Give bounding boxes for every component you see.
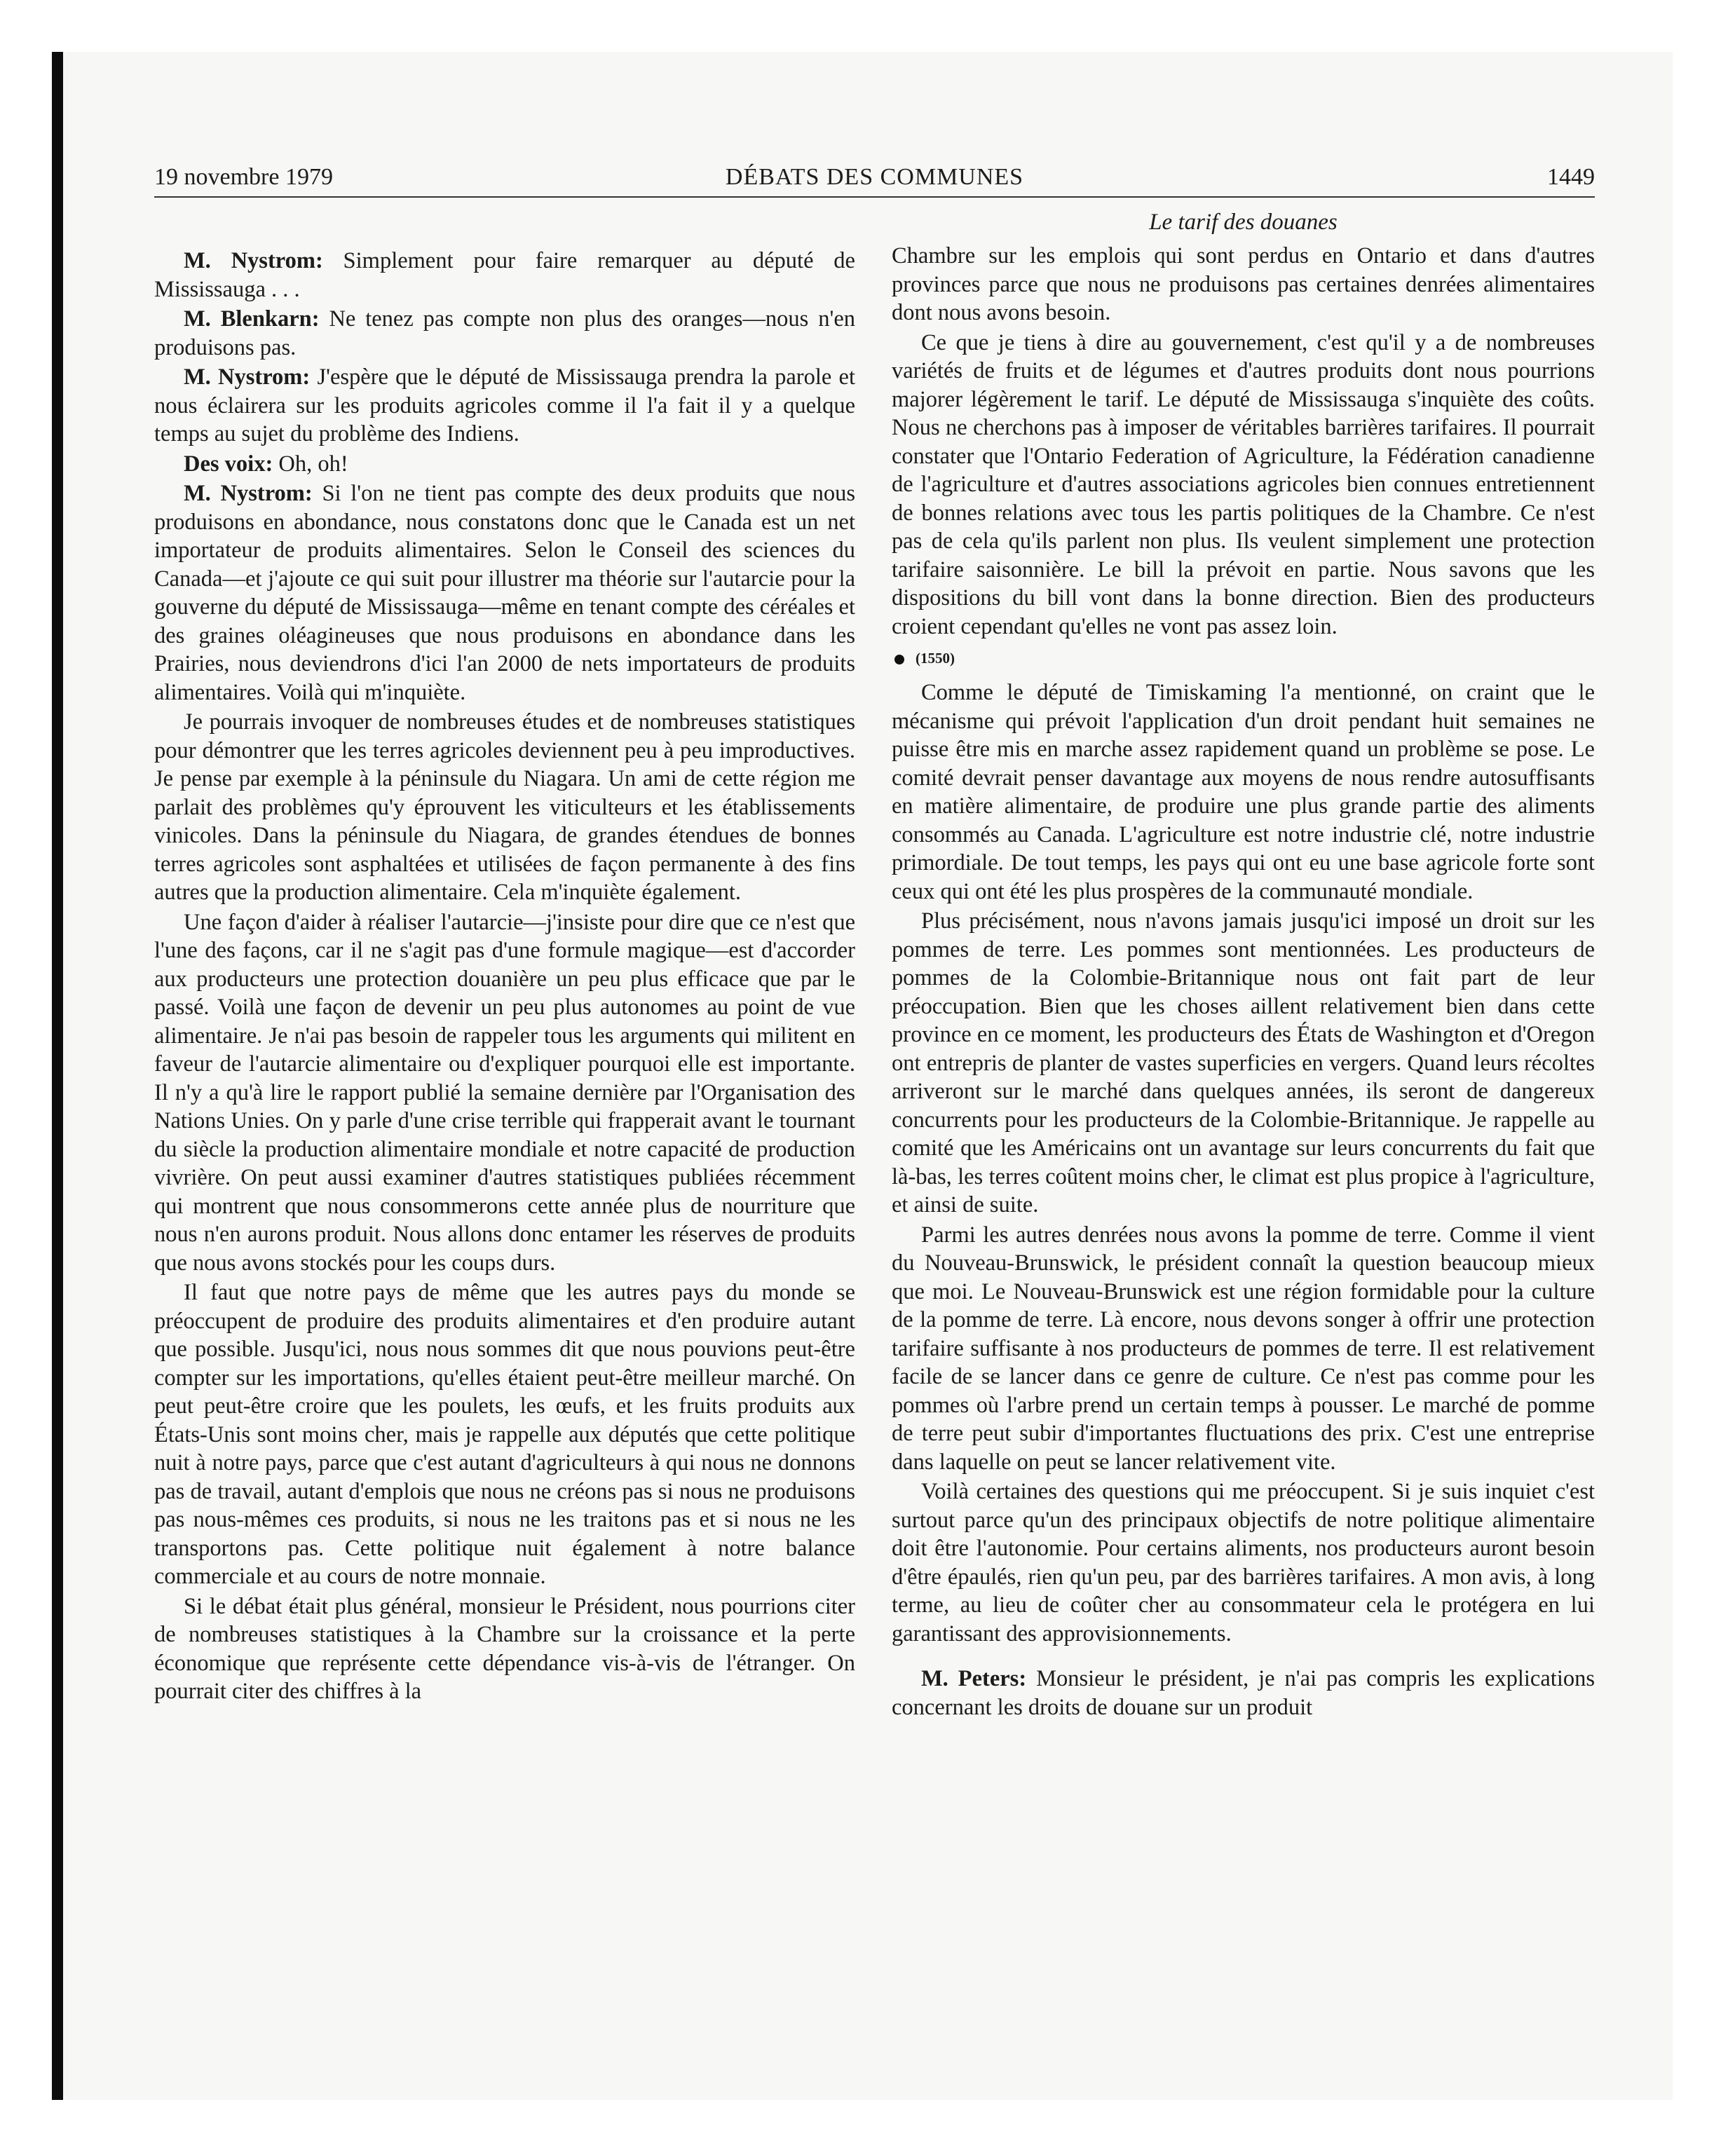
paragraph <box>892 1478 1595 1648</box>
paragraph-text: Monsieur le président, je n'ai pas compris les explications concernant les droits de douane sur un produit <box>892 1666 1595 1720</box>
paragraph <box>154 1592 855 1706</box>
scan-edge-bar <box>52 52 63 2100</box>
time-marker <box>892 648 1595 669</box>
speaker-name: M. Nystrom: <box>184 248 323 273</box>
paragraph-text: Je pourrais invoquer de nombreuses études et de nombreuses statistiques pour démontrer que les terres agricoles deviennent peu à peu improductives. Je pense par exemple à la péninsule du Niagara. Un ami de cette région me parlait des problèmes qu'y éprouvent les viticulteurs et les établissements vinicoles. Dans la péninsule du Niagara, de grandes étendues de bonnes terres agricoles sont asphaltées et utilisées de façon permanente à des fins autres que la production alimentaire. Cela m'inquiète également. <box>154 709 855 905</box>
speaker-name: M. Blenkarn: <box>184 306 320 332</box>
paragraph-text: Si le débat était plus général, monsieur le Président, nous pourrions citer de nombreuses statistiques à la Chambre sur la croissance et la perte économique que représente cette dépendance vis-à-vis de l'étranger. On pourrait citer des chiffres à la <box>154 1593 855 1704</box>
paragraph-text: Ce que je tiens à dire au gouvernement, c'est qu'il y a de nombreuses variétés de fruits et de légumes et d'autres produits dont nous pourrions majorer légèrement le tarif. Le député de Mississauga s'inquiète des coûts. Nous ne cherchons pas à imposer de véritables barrières tarifaires. Il pourrait constater que l'Ontario Federation of Agriculture, la Fédération canadienne de l'agriculture et d'autres associations agricoles bien connues entretiennent de bonnes relations avec tous les partis politiques de la Chambre. Ce n'est pas de cela qu'ils parlent non plus. Ils veulent simplement une protection tarifaire saisonnière. Le bill la prévoit en partie. Nous savons que les dispositions du bill vont dans la bonne direction. Bien des producteurs croient cependant qu'elles ne vont pas assez loin. <box>892 329 1595 639</box>
paragraph <box>892 907 1595 1220</box>
speaker-name: M. Nystrom: <box>184 364 311 390</box>
paragraph-text: Oh, oh! <box>273 451 348 477</box>
speaker-name: M. Nystrom: <box>184 481 313 506</box>
subject-heading: Le tarif des douanes <box>1149 210 1338 235</box>
paragraph <box>154 908 855 1278</box>
speaker-name: Des voix: <box>184 451 273 477</box>
paragraph <box>154 363 855 449</box>
paragraph-text: Si l'on ne tient pas compte des deux produits que nous produisons en abondance, nous constatons donc que le Canada est un net importateur de produits alimentaires. Selon le Conseil des sciences du Canada—et j'ajoute ce qui suit pour illustrer ma théorie sur l'autarcie pour la gouverne du député de Mississauga—même en tenant compte des céréales et des graines oléagineuses que nous produisons en abondance dans les Prairies, nous deviendrons d'ici l'an 2000 de nets importateurs de produits alimentaires. Voilà qui m'inquiète. <box>154 481 856 705</box>
paragraph <box>154 450 855 479</box>
paragraph <box>892 678 1595 906</box>
paragraph <box>154 1278 855 1591</box>
paragraph-text: Comme le député de Timiskaming l'a mentionné, on craint que le mécanisme qui prévoit l'application d'un droit pendant huit semaines ne puisse être mis en marche assez rapidement quand un problème se pose. Le comité devrait penser davantage aux moyens de nous rendre autosuffisants en matière alimentaire, de produire une plus grande partie des aliments consommés au Canada. L'agriculture est notre industrie clé, notre industrie primordiale. De tout temps, les pays qui ont eu une base agricole forte sont ceux qui ont été les plus prospères de la communauté mondiale. <box>892 680 1595 904</box>
time-marker-label: (1550) <box>916 650 955 667</box>
paragraph <box>154 305 855 362</box>
right-column <box>892 207 1595 1723</box>
speaker-name: M. Peters: <box>921 1666 1027 1691</box>
paragraph <box>892 242 1595 327</box>
paragraph-text: J'espère que le député de Mississauga prendra la parole et nous éclairera sur les produits agricoles comme il l'a fait il y a quelque temps au sujet du problème des Indiens. <box>154 364 855 446</box>
paragraph-text: Voilà certaines des questions qui me préoccupent. Si je suis inquiet c'est surtout parce qu'un des principaux objectifs de notre politique alimentaire doit être l'autonomie. Pour certains aliments, nos producteurs auront besoin d'être épaulés, rien qu'un peu, par des barrières tarifaires. A mon avis, à long terme, au lieu de coûter cher au consommateur cela le protégera en lui garantissant des approvisionnements. <box>892 1479 1595 1646</box>
header-page-number: 1449 <box>1547 164 1595 190</box>
paragraph-text: Chambre sur les emplois qui sont perdus en Ontario et dans d'autres provinces parce que nous ne produisons pas certaines denrées alimentaires dont nous avons besoin. <box>892 243 1595 325</box>
paragraph <box>154 479 855 707</box>
paragraph-text: Il faut que notre pays de même que les autres pays du monde se préoccupent de produire des produits alimentaires et d'en produire autant que possible. Jusqu'ici, nous nous sommes dit que nous pouvions peut-être compter sur les importations, qu'elles étaient peut-être meilleur marché. On peut peut-être croire que les poulets, les œufs, et les fruits produits aux États-Unis sont moins cher, mais je rappelle aux députés que cette politique nuit à notre pays, parce que c'est autant d'agriculteurs à qui nous ne donnons pas de travail, autant d'emplois que nous ne créons pas si nous ne produisons pas nous-mêmes ces produits, si nous ne les traitons pas et si nous ne les transportons pas. Cette politique nuit également à notre balance commerciale et au cours de notre monnaie. <box>154 1280 855 1589</box>
paragraph-text: Simplement pour faire remarquer au député de Mississauga . . . <box>154 248 855 302</box>
paragraph-text: Ne tenez pas compte non plus des oranges—nous n'en produisons pas. <box>154 306 855 360</box>
paragraph-text: Plus précisément, nous n'avons jamais jusqu'ici imposé un droit sur les pommes de terre. Les pommes sont mentionnées. Les producteurs de pommes de la Colombie-Britannique nous ont fait part de leur préoccupation. Bien que les choses aillent relativement bien dans cette province en ce moment, les producteurs des États de Washington et d'Oregon ont entrepris de planter de vastes superficies en vergers. Quand leurs récoltes arriveront sur le marché dans quelques années, ils seront de dangereux concurrents pour les producteurs de la Colombie-Britannique. Je rappelle au comité que les Américains ont un avantage sur leurs concurrents du fait que là-bas, les terres coûtent moins cher, le climat est plus propice à l'agriculture, et ainsi de suite. <box>892 908 1595 1217</box>
paragraph <box>892 1665 1595 1721</box>
header-date: 19 novembre 1979 <box>154 164 333 190</box>
left-column <box>154 247 855 1707</box>
paragraph <box>154 247 855 303</box>
paragraph <box>892 1221 1595 1477</box>
paragraph <box>154 708 855 907</box>
header-title: DÉBATS DES COMMUNES <box>725 164 1024 190</box>
paragraph-text: Une façon d'aider à réaliser l'autarcie—j'insiste pour dire que ce n'est que l'une des façons, car il ne s'agit pas d'une formule magique—est d'accorder aux producteurs une protection douanière un peu plus efficace que par le passé. Voilà une façon de devenir un peu plus autonomes au point de vue alimentaire. Je n'ai pas besoin de rappeler tous les arguments qui militent en faveur de l'autarcie alimentaire ou d'expliquer pourquoi elle est importante. Il n'y a qu'à lire le rapport publié la semaine dernière par l'Organisation des Nations Unies. On y parle d'une crise terrible qui frapperait avant le tournant du siècle la production alimentaire mondiale et notre capacité de production vivrière. On peut aussi examiner d'autres statistiques publiées récemment qui montrent que nous consommerons cette année plus de nourriture que nous n'en aurons produit. Nous allons donc entamer les réserves de produits que nous avons stockés pour les coups durs. <box>154 909 855 1276</box>
page-header <box>154 158 1595 198</box>
paragraph <box>892 329 1595 641</box>
bullet-dot-icon <box>894 655 904 664</box>
spacer <box>892 1649 1595 1665</box>
paragraph-text: Parmi les autres denrées nous avons la pomme de terre. Comme il vient du Nouveau-Brunswick, le président connaît la question beaucoup mieux que moi. Le Nouveau-Brunswick est une région formidable pour la culture de la pomme de terre. Là encore, nous devons songer à offrir une protection tarifaire suffisante à nos producteurs de pommes de terre. Il est relativement facile de se lancer dans ce genre de culture. Ce n'est pas comme pour les pommes où l'arbre prend un certain temps à pousser. Le marché de pomme de terre peut subir d'importantes fluctuations des prix. C'est une entreprise dans laquelle on peut se lancer relativement vite. <box>892 1222 1595 1475</box>
